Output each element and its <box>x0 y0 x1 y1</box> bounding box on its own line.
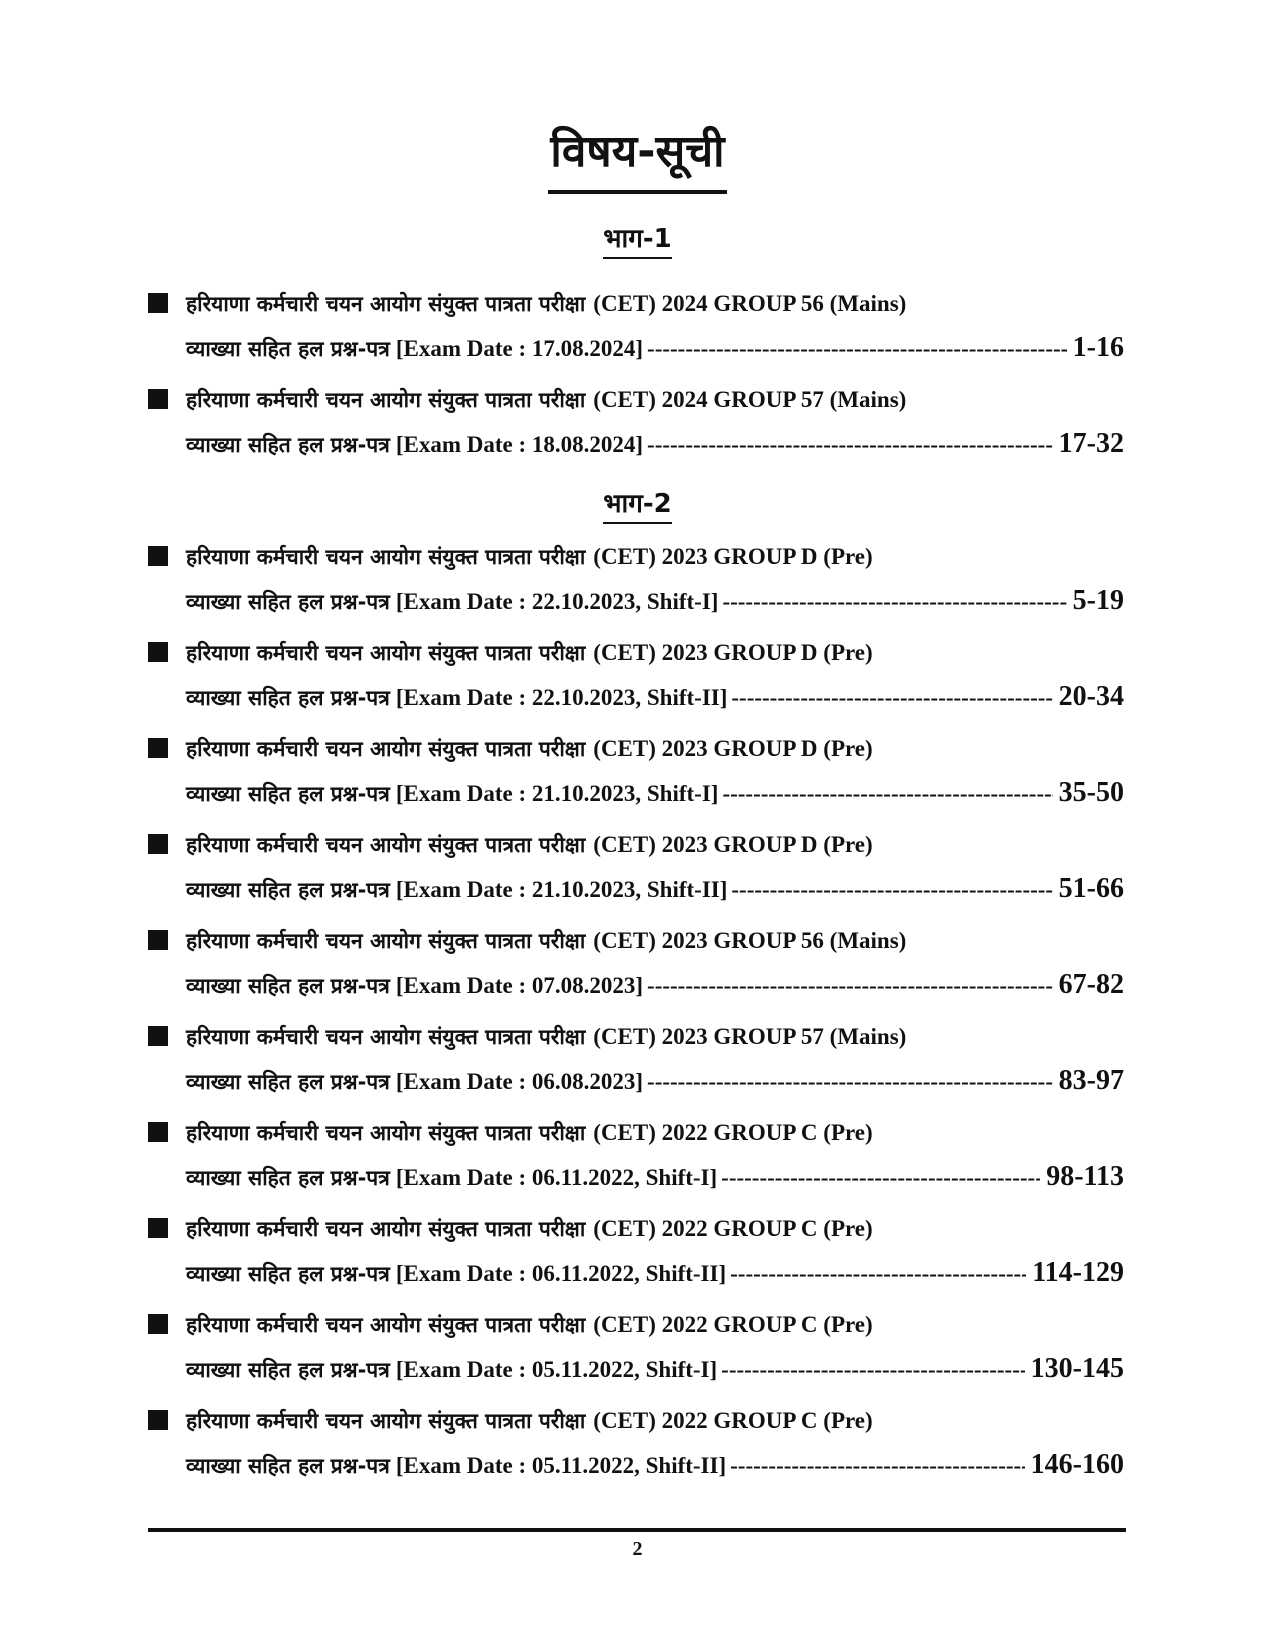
entry-title-english: (CET) 2022 GROUP C (Pre) <box>593 1408 873 1433</box>
entry-subtitle-hindi: व्याख्या सहित हल प्रश्न-पत्र <box>186 1358 390 1382</box>
dot-leader <box>721 1165 1040 1191</box>
entry-exam-date: [Exam Date : 21.10.2023, Shift-I] <box>395 781 719 806</box>
square-bullet-icon <box>148 1122 168 1142</box>
page-title <box>0 118 1275 194</box>
square-bullet-icon <box>148 1026 168 1046</box>
entry-title-hindi: हरियाणा कर्मचारी चयन आयोग संयुक्त पात्रता परीक्षा <box>186 1217 586 1241</box>
page-title-text: विषय-सूची <box>548 118 726 194</box>
entry-exam-date: [Exam Date : 22.10.2023, Shift-I] <box>395 589 719 614</box>
dot-leader <box>731 685 1052 711</box>
part-heading-text: भाग-1 <box>603 222 672 259</box>
entry-pages: 51-66 <box>1058 873 1124 904</box>
square-bullet-icon <box>148 1410 168 1430</box>
entry-title-english: (CET) 2024 GROUP 56 (Mains) <box>593 291 907 316</box>
entry-exam-date: [Exam Date : 06.08.2023] <box>395 1069 644 1094</box>
toc-entry[interactable] <box>148 1023 1124 1107</box>
entry-subtitle-hindi: व्याख्या सहित हल प्रश्न-पत्र <box>186 1454 390 1478</box>
entry-title-english: (CET) 2022 GROUP C (Pre) <box>593 1216 873 1241</box>
toc-entry[interactable] <box>148 639 1124 723</box>
toc-entry[interactable] <box>148 386 1124 470</box>
square-bullet-icon <box>148 546 168 566</box>
entry-subtitle-hindi: व्याख्या सहित हल प्रश्न-पत्र <box>186 590 390 614</box>
toc-entry[interactable] <box>148 1119 1124 1203</box>
entry-title-hindi: हरियाणा कर्मचारी चयन आयोग संयुक्त पात्रता परीक्षा <box>186 1121 586 1145</box>
part-heading-2 <box>0 487 1275 524</box>
entry-pages: 20-34 <box>1058 681 1124 712</box>
entry-title-hindi: हरियाणा कर्मचारी चयन आयोग संयुक्त पात्रता परीक्षा <box>186 388 586 412</box>
page-number: 2 <box>632 1538 643 1560</box>
entry-title-english: (CET) 2023 GROUP D (Pre) <box>593 544 873 569</box>
part-heading-text: भाग-2 <box>603 487 672 524</box>
dot-leader <box>730 1261 1026 1287</box>
toc-entry[interactable] <box>148 1407 1124 1491</box>
toc-entry[interactable] <box>148 735 1124 819</box>
entry-pages: 67-82 <box>1058 969 1124 1000</box>
entry-subtitle-hindi: व्याख्या सहित हल प्रश्न-पत्र <box>186 1070 390 1094</box>
entry-exam-date: [Exam Date : 06.11.2022, Shift-I] <box>395 1165 718 1190</box>
entry-pages: 35-50 <box>1058 777 1124 808</box>
square-bullet-icon <box>148 930 168 950</box>
entry-pages: 17-32 <box>1058 428 1124 459</box>
entry-exam-date: [Exam Date : 05.11.2022, Shift-I] <box>395 1357 718 1382</box>
entry-exam-date: [Exam Date : 22.10.2023, Shift-II] <box>395 685 728 710</box>
entry-exam-date: [Exam Date : 17.08.2024] <box>395 336 644 361</box>
square-bullet-icon <box>148 1314 168 1334</box>
dot-leader <box>647 336 1067 362</box>
entry-exam-date: [Exam Date : 18.08.2024] <box>395 432 644 457</box>
entry-pages: 98-113 <box>1046 1161 1124 1192</box>
entry-title-hindi: हरियाणा कर्मचारी चयन आयोग संयुक्त पात्रता परीक्षा <box>186 1025 586 1049</box>
entry-subtitle-hindi: व्याख्या सहित हल प्रश्न-पत्र <box>186 686 390 710</box>
entry-title-hindi: हरियाणा कर्मचारी चयन आयोग संयुक्त पात्रता परीक्षा <box>186 545 586 569</box>
toc-entry[interactable] <box>148 1215 1124 1299</box>
entry-title-english: (CET) 2023 GROUP D (Pre) <box>593 736 873 761</box>
dot-leader <box>730 1453 1025 1479</box>
entry-subtitle-hindi: व्याख्या सहित हल प्रश्न-पत्र <box>186 1166 390 1190</box>
toc-entry[interactable] <box>148 831 1124 915</box>
square-bullet-icon <box>148 1218 168 1238</box>
entry-subtitle-hindi: व्याख्या सहित हल प्रश्न-पत्र <box>186 878 390 902</box>
entry-pages: 83-97 <box>1058 1065 1124 1096</box>
square-bullet-icon <box>148 834 168 854</box>
entry-subtitle-hindi: व्याख्या सहित हल प्रश्न-पत्र <box>186 433 390 457</box>
square-bullet-icon <box>148 389 168 409</box>
entry-pages: 146-160 <box>1030 1449 1124 1480</box>
entry-title-english: (CET) 2024 GROUP 57 (Mains) <box>593 387 907 412</box>
toc-entry[interactable] <box>148 1311 1124 1395</box>
entry-exam-date: [Exam Date : 07.08.2023] <box>395 973 644 998</box>
dot-leader <box>722 589 1066 615</box>
footer-divider <box>148 1528 1126 1532</box>
dot-leader <box>647 432 1053 458</box>
square-bullet-icon <box>148 642 168 662</box>
toc-entry[interactable] <box>148 290 1124 374</box>
entry-title-hindi: हरियाणा कर्मचारी चयन आयोग संयुक्त पात्रता परीक्षा <box>186 833 586 857</box>
entry-title-hindi: हरियाणा कर्मचारी चयन आयोग संयुक्त पात्रता परीक्षा <box>186 1409 586 1433</box>
entry-title-english: (CET) 2022 GROUP C (Pre) <box>593 1120 873 1145</box>
entry-title-english: (CET) 2023 GROUP 57 (Mains) <box>593 1024 907 1049</box>
dot-leader <box>647 973 1053 999</box>
dot-leader <box>721 1357 1025 1383</box>
entry-subtitle-hindi: व्याख्या सहित हल प्रश्न-पत्र <box>186 1262 390 1286</box>
toc-entry[interactable] <box>148 543 1124 627</box>
square-bullet-icon <box>148 738 168 758</box>
entry-title-hindi: हरियाणा कर्मचारी चयन आयोग संयुक्त पात्रता परीक्षा <box>186 292 586 316</box>
entry-title-english: (CET) 2022 GROUP C (Pre) <box>593 1312 873 1337</box>
entry-exam-date: [Exam Date : 21.10.2023, Shift-II] <box>395 877 728 902</box>
entry-pages: 130-145 <box>1030 1353 1124 1384</box>
square-bullet-icon <box>148 293 168 313</box>
toc-entry[interactable] <box>148 927 1124 1011</box>
entry-title-hindi: हरियाणा कर्मचारी चयन आयोग संयुक्त पात्रता परीक्षा <box>186 641 586 665</box>
entry-pages: 1-16 <box>1072 332 1124 363</box>
entry-title-english: (CET) 2023 GROUP D (Pre) <box>593 640 873 665</box>
dot-leader <box>722 781 1052 807</box>
part-heading-1 <box>0 222 1275 259</box>
entry-title-hindi: हरियाणा कर्मचारी चयन आयोग संयुक्त पात्रता परीक्षा <box>186 929 586 953</box>
dot-leader <box>731 877 1052 903</box>
entry-subtitle-hindi: व्याख्या सहित हल प्रश्न-पत्र <box>186 974 390 998</box>
entry-exam-date: [Exam Date : 05.11.2022, Shift-II] <box>395 1453 727 1478</box>
entry-title-english: (CET) 2023 GROUP D (Pre) <box>593 832 873 857</box>
entry-pages: 5-19 <box>1072 585 1124 616</box>
dot-leader <box>647 1069 1053 1095</box>
entry-title-hindi: हरियाणा कर्मचारी चयन आयोग संयुक्त पात्रता परीक्षा <box>186 1313 586 1337</box>
entry-title-hindi: हरियाणा कर्मचारी चयन आयोग संयुक्त पात्रता परीक्षा <box>186 737 586 761</box>
entry-title-english: (CET) 2023 GROUP 56 (Mains) <box>593 928 907 953</box>
entry-subtitle-hindi: व्याख्या सहित हल प्रश्न-पत्र <box>186 337 390 361</box>
entry-subtitle-hindi: व्याख्या सहित हल प्रश्न-पत्र <box>186 782 390 806</box>
entry-pages: 114-129 <box>1032 1257 1124 1288</box>
entry-exam-date: [Exam Date : 06.11.2022, Shift-II] <box>395 1261 727 1286</box>
